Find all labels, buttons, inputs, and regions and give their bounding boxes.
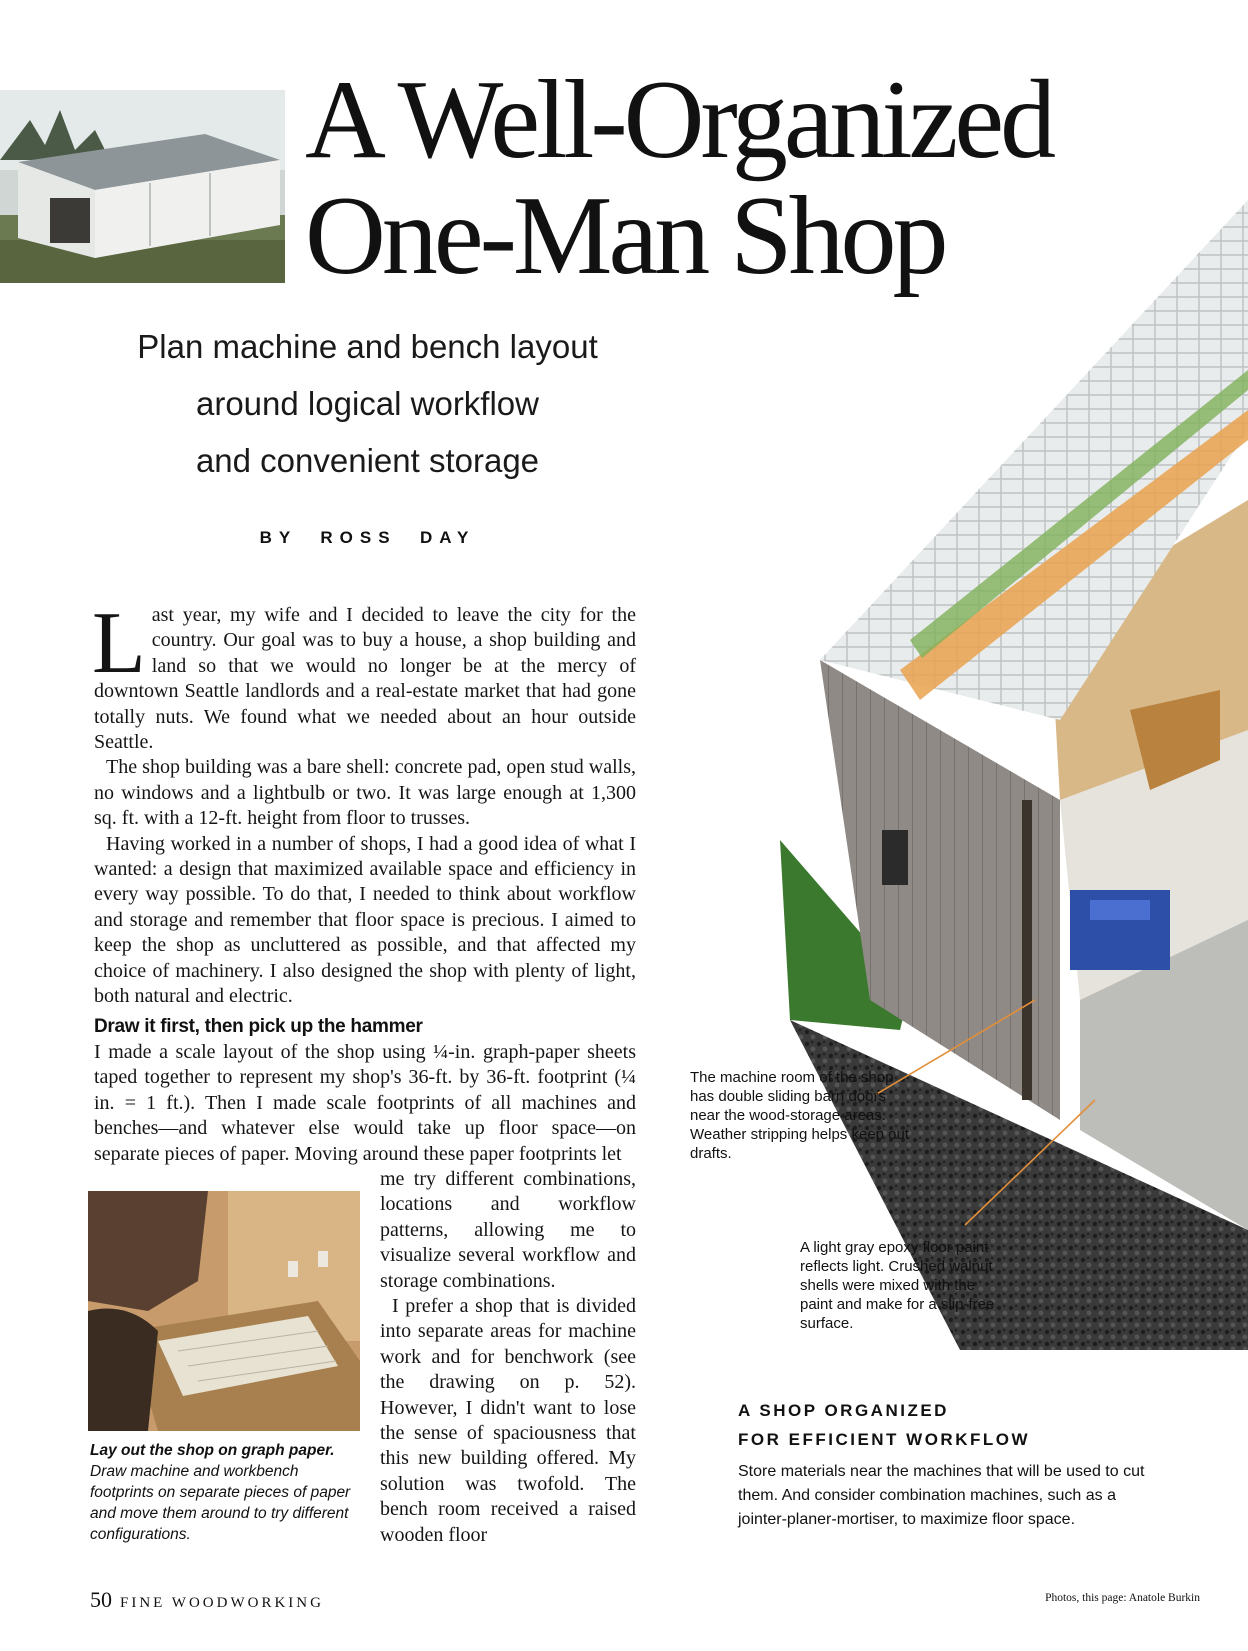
title-line-1: A Well-Organized xyxy=(305,58,1053,182)
byline: BY ROSS DAY xyxy=(259,528,476,547)
deck-line-2: around logical workflow xyxy=(195,385,539,422)
body-column-narrow xyxy=(380,1167,636,1548)
title-line-2: One-Man Shop xyxy=(305,174,945,298)
caption-lead: Lay out the shop on graph paper. xyxy=(90,1442,335,1459)
caption-text: Draw machine and workbench footprints on separate pieces of paper and move them around to try different configurations. xyxy=(90,1463,351,1543)
shop-cutaway-illustration xyxy=(660,200,1248,1350)
body-column-intro xyxy=(92,595,636,1010)
illustration-heading-line-1: A SHOP ORGANIZED xyxy=(738,1401,949,1420)
drop-cap: L xyxy=(92,595,146,692)
photo-credit: Photos, this page: Anatole Burkin xyxy=(1045,1592,1200,1604)
section-subhead: Draw it first, then pick up the hammer xyxy=(94,1016,423,1037)
article-deck xyxy=(90,318,645,489)
illustration-heading-line-2: FOR EFFICIENT WORKFLOW xyxy=(738,1430,1031,1449)
paragraph-1 xyxy=(92,595,636,755)
deck-line-1: Plan machine and bench layout xyxy=(137,328,598,365)
paragraph-4-continued: me try different combinations, locations and workflow patterns, allowing me to visualize several workflow and storage combinations. xyxy=(380,1168,636,1292)
paragraph-5: I prefer a shop that is divided into separate areas for machine work and for benchwork (see the drawing on p. 52). However, I didn't want to lose the sense of spaciousness that this new building offered. My solution was twofold. The bench room received a raised wooden floor xyxy=(380,1295,636,1546)
paragraph-1-text: ast year, my wife and I decided to leave the city for the country. Our goal was to buy a house, a shop building and land so that we would no longer be at the mercy of downtown Seattle landlords and a real-estate market that had gone totally nuts. We found what we needed about an hour outside Seattle. xyxy=(94,604,636,754)
deck-line-3: and convenient storage xyxy=(195,442,540,479)
paragraph-2: The shop building was a bare shell: concrete pad, open stud walls, no windows and a lightbulb or two. It was large enough at 1,300 sq. ft. with a 12-ft. height from floor to trusses. xyxy=(94,756,636,830)
illustration-heading xyxy=(738,1396,1158,1454)
callout-floor-paint: A light gray epoxy floor paint reflects light. Crushed walnut shells were mixed with the paint and make for a slip-free surface. xyxy=(800,1239,995,1332)
page-footer xyxy=(90,1587,324,1613)
shop-building-photo xyxy=(0,90,285,283)
paragraph-4: I made a scale layout of the shop using ¼-in. graph-paper sheets taped together to represent my shop's 36-ft. by 36-ft. footprint (¼ in. = 1 ft.). Then I made scale footprints of all machines and benches—and whatever else would take up floor space—on separate pieces of paper. Moving around these paper footprints let xyxy=(94,1041,636,1165)
inset-photo-caption xyxy=(90,1440,365,1545)
magazine-name: FINE WOODWORKING xyxy=(120,1595,324,1611)
paragraph-3: Having worked in a number of shops, I had a good idea of what I wanted: a design that maximized available space and efficiency in every way possible. To do that, I needed to think about workflow and storage and remember that floor space is precious. I aimed to keep the shop as uncluttered as possible, and that affected my choice of machinery. I also designed the shop with plenty of light, both natural and electric. xyxy=(94,832,636,1008)
page-number: 50 xyxy=(90,1587,112,1612)
illustration-caption: Store materials near the machines that will be used to cut them. And consider combination machines, such as a jointer-planer-mortiser, to maximize floor space. xyxy=(738,1463,1145,1528)
graph-paper-layout-photo xyxy=(88,1191,360,1431)
callout-barn-doors: The machine room of the shop has double sliding barn doors near the wood-storage areas. Weather stripping helps keep out drafts. xyxy=(690,1069,910,1162)
